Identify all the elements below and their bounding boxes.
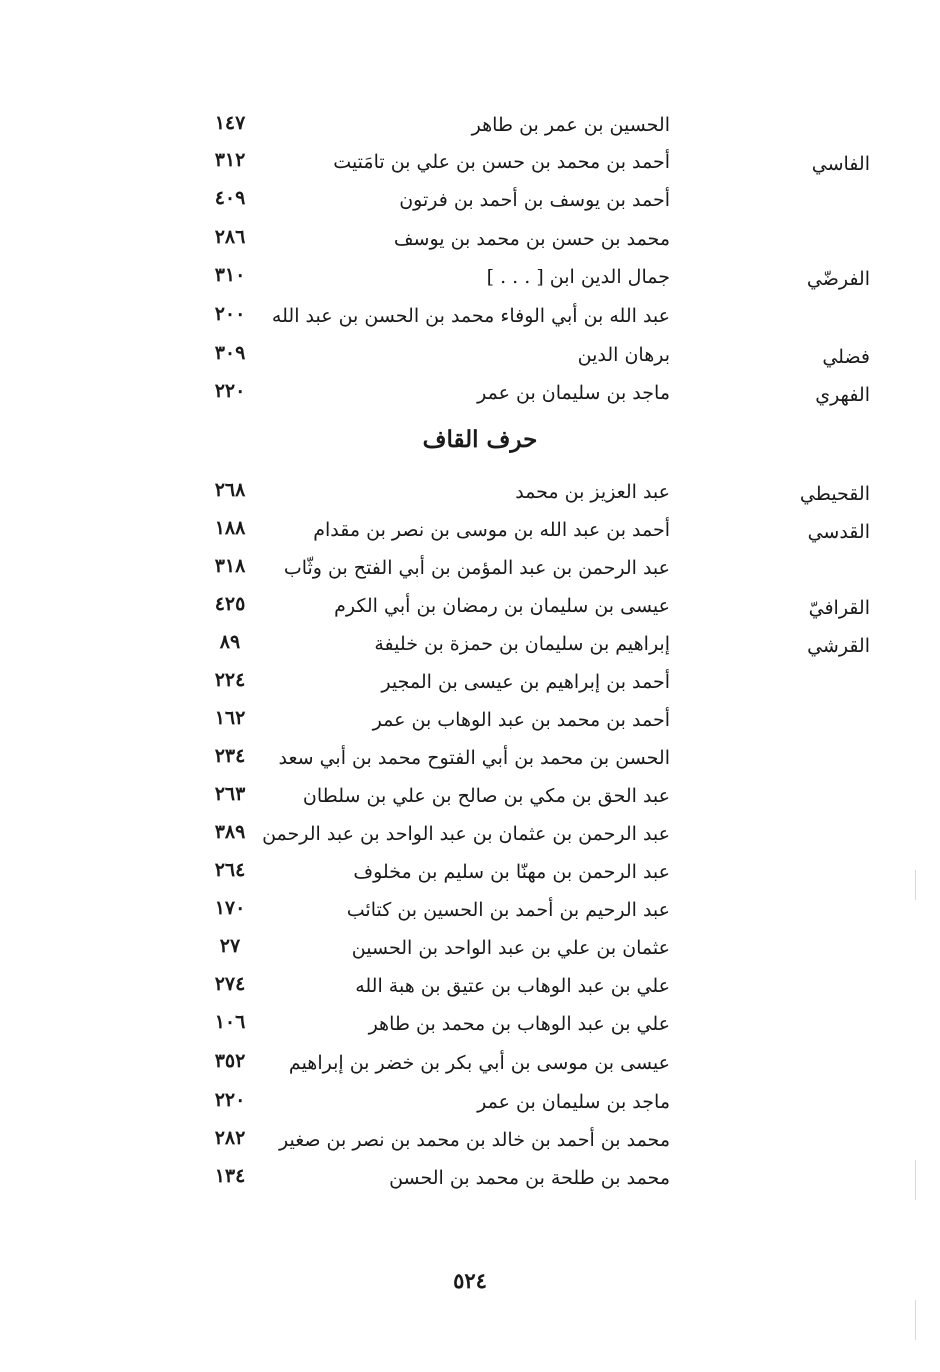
nisba-label: الفهري — [815, 384, 870, 406]
person-name: أحمد بن عبد الله بن موسى بن نصر بن مقدام — [313, 519, 670, 541]
index-entry — [180, 671, 870, 709]
index-entry — [180, 633, 870, 671]
person-name: أحمد بن محمد بن عبد الوهاب بن عمر — [372, 709, 670, 731]
nisba-label: الفاسي — [811, 153, 870, 175]
index-entry — [180, 481, 870, 519]
person-name: علي بن عبد الوهاب بن محمد بن طاهر — [368, 1013, 670, 1035]
person-name: عبد الرحمن بن عبد المؤمن بن أبي الفتح بن وثّاب — [283, 557, 670, 579]
page-reference: ٢٢٠ — [214, 380, 246, 402]
index-entry — [180, 305, 870, 343]
page-reference: ٢٢٤ — [214, 669, 246, 691]
person-name: ماجد بن سليمان بن عمر — [477, 1091, 670, 1113]
index-entry — [180, 344, 870, 382]
page-reference: ١٨٨ — [214, 517, 246, 539]
person-name: برهان الدين — [577, 344, 670, 366]
index-entry — [180, 266, 870, 304]
page-reference: ٤٢٥ — [214, 593, 246, 615]
page-reference: ٨٩ — [219, 631, 241, 653]
person-name: الحسن بن محمد بن أبي الفتوح محمد بن أبي سعد — [278, 747, 670, 769]
page-reference: ٣٥٢ — [214, 1050, 246, 1072]
page-reference: ٣٠٩ — [214, 342, 246, 364]
page-reference: ٢٢٠ — [214, 1089, 246, 1111]
section-heading: حرف القاف — [422, 426, 538, 453]
index-entry — [180, 519, 870, 557]
page-reference: ٢٣٤ — [214, 745, 246, 767]
page-reference: ٢٠٠ — [214, 303, 246, 325]
person-name: عيسى بن سليمان بن رمضان بن أبي الكرم — [334, 595, 670, 617]
page-reference: ١٠٦ — [214, 1011, 246, 1033]
person-name: عبد الرحمن بن مهنّا بن سليم بن مخلوف — [353, 861, 670, 883]
page-reference: ٣١٢ — [214, 149, 246, 171]
scan-edge-mark — [915, 1300, 916, 1340]
person-name: محمد بن حسن بن محمد بن يوسف — [393, 228, 670, 250]
person-name: الحسين بن عمر بن طاهر — [471, 114, 670, 136]
page-reference: ٣١٨ — [214, 555, 246, 577]
index-entry — [180, 189, 870, 227]
person-name: عبد الرحيم بن أحمد بن الحسين بن كتائب — [346, 899, 670, 921]
index-entry — [180, 899, 870, 937]
page-reference: ٢٦٨ — [214, 479, 246, 501]
page-reference: ٤٠٩ — [214, 187, 246, 209]
nisba-label: القحيطي — [799, 483, 870, 505]
scan-edge-mark — [915, 870, 916, 900]
page-reference: ٢٦٣ — [214, 783, 246, 805]
page-reference: ٢٦٤ — [214, 859, 246, 881]
person-name: أحمد بن محمد بن حسن بن علي بن تامَتيت — [333, 151, 670, 173]
nisba-label: فضلي — [822, 346, 870, 368]
page-reference: ٢٨٢ — [214, 1127, 246, 1149]
person-name: عبد العزيز بن محمد — [515, 481, 670, 503]
index-entry — [180, 785, 870, 823]
index-entry — [180, 1052, 870, 1090]
person-name: ماجد بن سليمان بن عمر — [477, 382, 670, 404]
page-reference: ٢٨٦ — [214, 226, 246, 248]
person-name: عثمان بن علي بن عبد الواحد بن الحسين — [351, 937, 670, 959]
index-entry — [180, 1013, 870, 1051]
index-entry — [180, 1091, 870, 1129]
nisba-label: القدسي — [807, 521, 870, 543]
person-name: محمد بن طلحة بن محمد بن الحسن — [389, 1167, 670, 1189]
person-name: عيسى بن موسى بن أبي بكر بن خضر بن إبراهيم — [288, 1052, 670, 1074]
person-name: عبد الرحمن بن عثمان بن عبد الواحد بن عبد الرحمن — [262, 823, 670, 845]
person-name: عبد الله بن أبي الوفاء محمد بن الحسن بن عبد الله — [271, 305, 670, 327]
person-name: عبد الحق بن مكي بن صالح بن علي بن سلطان — [302, 785, 670, 807]
page-reference: ٣١٠ — [214, 264, 246, 286]
index-entry — [180, 1129, 870, 1167]
index-entry — [180, 975, 870, 1013]
person-name: محمد بن أحمد بن خالد بن محمد بن نصر بن صغير — [279, 1129, 670, 1151]
page-reference: ٣٨٩ — [214, 821, 246, 843]
person-name: أحمد بن إبراهيم بن عيسى بن المجير — [381, 671, 670, 693]
index-entry — [180, 114, 870, 152]
page-reference: ١٧٠ — [214, 897, 246, 919]
page-reference: ١٤٧ — [214, 112, 246, 134]
index-entry — [180, 709, 870, 747]
scan-edge-mark — [915, 1160, 916, 1200]
nisba-label: القرافيّ — [808, 597, 870, 619]
person-name: إبراهيم بن سليمان بن حمزة بن خليفة — [374, 633, 670, 655]
page-reference: ١٦٢ — [214, 707, 246, 729]
nisba-label: الفرضّي — [806, 268, 870, 290]
index-entry — [180, 1167, 870, 1205]
nisba-label: القرشي — [807, 635, 870, 657]
person-name: أحمد بن يوسف بن أحمد بن فرتون — [399, 189, 670, 211]
page-number: ٥٢٤ — [453, 1268, 487, 1293]
page-reference: ١٣٤ — [214, 1165, 246, 1187]
index-entry — [180, 937, 870, 975]
index-entry — [180, 151, 870, 189]
page-reference: ٢٧ — [219, 935, 241, 957]
index-entry — [180, 595, 870, 633]
page-reference: ٢٧٤ — [214, 973, 246, 995]
index-entry — [180, 382, 870, 420]
person-name: علي بن عبد الوهاب بن عتيق بن هبة الله — [355, 975, 670, 997]
index-entry — [180, 861, 870, 899]
index-entry — [180, 228, 870, 266]
index-entry — [180, 823, 870, 861]
index-entry — [180, 557, 870, 595]
index-entry — [180, 747, 870, 785]
person-name: جمال الدين ابن [ . . . ] — [486, 266, 670, 288]
